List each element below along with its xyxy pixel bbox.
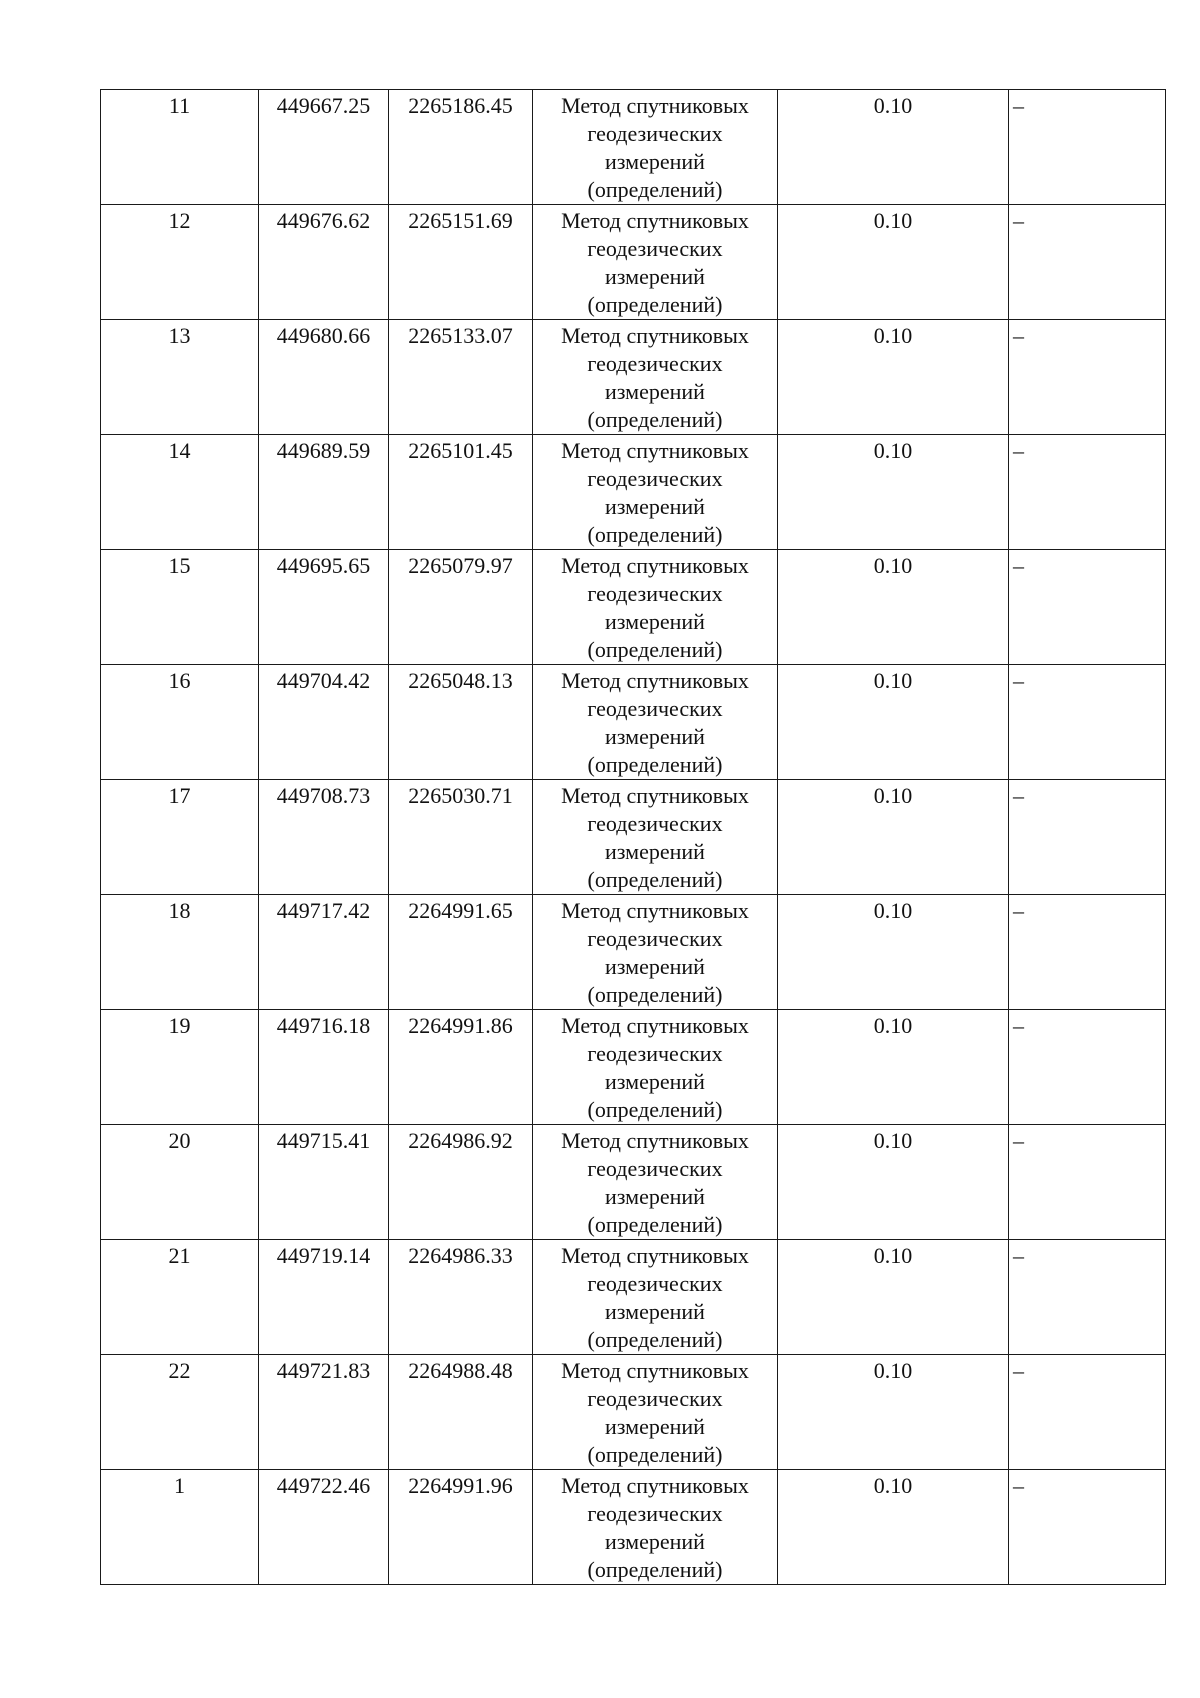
description-cell: – xyxy=(1009,1470,1166,1585)
point-number-cell: 22 xyxy=(101,1355,259,1470)
method-line: Метод спутниковых xyxy=(561,1013,749,1038)
method-line: Метод спутниковых xyxy=(561,1128,749,1153)
y-coordinate-cell: 2265048.13 xyxy=(389,665,533,780)
point-number-cell: 17 xyxy=(101,780,259,895)
description-cell: – xyxy=(1009,1010,1166,1125)
coordinates-table-body xyxy=(101,90,1166,1585)
x-coordinate-cell: 449689.59 xyxy=(259,435,389,550)
method-line: геодезических xyxy=(587,466,723,491)
method-line: Метод спутниковых xyxy=(561,898,749,923)
description-cell: – xyxy=(1009,90,1166,205)
description-cell: – xyxy=(1009,205,1166,320)
method-line: измерений xyxy=(605,724,705,749)
point-number-cell: 15 xyxy=(101,550,259,665)
accuracy-cell: 0.10 xyxy=(778,780,1009,895)
method-line: геодезических xyxy=(587,121,723,146)
table-row xyxy=(101,90,1166,205)
method-line: (определений) xyxy=(587,1097,723,1122)
x-coordinate-cell: 449722.46 xyxy=(259,1470,389,1585)
x-coordinate-cell: 449719.14 xyxy=(259,1240,389,1355)
method-line: измерений xyxy=(605,149,705,174)
method-cell xyxy=(533,1125,778,1240)
table-row xyxy=(101,435,1166,550)
method-line: измерений xyxy=(605,1184,705,1209)
point-number-cell: 11 xyxy=(101,90,259,205)
method-line: измерений xyxy=(605,1529,705,1554)
description-cell: – xyxy=(1009,895,1166,1010)
x-coordinate-cell: 449667.25 xyxy=(259,90,389,205)
method-line: Метод спутниковых xyxy=(561,1473,749,1498)
method-line: Метод спутниковых xyxy=(561,323,749,348)
method-line: (определений) xyxy=(587,867,723,892)
method-line: измерений xyxy=(605,494,705,519)
method-line: геодезических xyxy=(587,1156,723,1181)
method-line: геодезических xyxy=(587,1271,723,1296)
point-number-cell: 16 xyxy=(101,665,259,780)
y-coordinate-cell: 2265133.07 xyxy=(389,320,533,435)
description-cell: – xyxy=(1009,780,1166,895)
description-cell: – xyxy=(1009,1355,1166,1470)
method-line: Метод спутниковых xyxy=(561,668,749,693)
y-coordinate-cell: 2264986.92 xyxy=(389,1125,533,1240)
method-cell xyxy=(533,665,778,780)
method-cell xyxy=(533,895,778,1010)
y-coordinate-cell: 2264986.33 xyxy=(389,1240,533,1355)
accuracy-cell: 0.10 xyxy=(778,550,1009,665)
y-coordinate-cell: 2264991.86 xyxy=(389,1010,533,1125)
x-coordinate-cell: 449717.42 xyxy=(259,895,389,1010)
method-cell xyxy=(533,1470,778,1585)
method-cell xyxy=(533,780,778,895)
table-row xyxy=(101,550,1166,665)
point-number-cell: 21 xyxy=(101,1240,259,1355)
method-line: Метод спутниковых xyxy=(561,1243,749,1268)
description-cell: – xyxy=(1009,665,1166,780)
method-cell xyxy=(533,320,778,435)
table-row xyxy=(101,1125,1166,1240)
y-coordinate-cell: 2264991.65 xyxy=(389,895,533,1010)
accuracy-cell: 0.10 xyxy=(778,435,1009,550)
method-line: (определений) xyxy=(587,177,723,202)
method-line: Метод спутниковых xyxy=(561,783,749,808)
point-number-cell: 13 xyxy=(101,320,259,435)
method-line: Метод спутниковых xyxy=(561,93,749,118)
method-cell xyxy=(533,90,778,205)
method-line: Метод спутниковых xyxy=(561,553,749,578)
accuracy-cell: 0.10 xyxy=(778,665,1009,780)
method-line: (определений) xyxy=(587,982,723,1007)
description-cell: – xyxy=(1009,1125,1166,1240)
method-line: геодезических xyxy=(587,696,723,721)
accuracy-cell: 0.10 xyxy=(778,320,1009,435)
accuracy-cell: 0.10 xyxy=(778,1125,1009,1240)
method-line: (определений) xyxy=(587,292,723,317)
table-row xyxy=(101,320,1166,435)
coordinates-table xyxy=(100,89,1166,1585)
y-coordinate-cell: 2264988.48 xyxy=(389,1355,533,1470)
method-line: измерений xyxy=(605,1414,705,1439)
method-line: геодезических xyxy=(587,811,723,836)
method-line: (определений) xyxy=(587,522,723,547)
method-line: измерений xyxy=(605,839,705,864)
accuracy-cell: 0.10 xyxy=(778,90,1009,205)
method-cell xyxy=(533,1010,778,1125)
method-line: (определений) xyxy=(587,1442,723,1467)
method-line: измерений xyxy=(605,1069,705,1094)
y-coordinate-cell: 2265151.69 xyxy=(389,205,533,320)
method-line: геодезических xyxy=(587,581,723,606)
y-coordinate-cell: 2264991.96 xyxy=(389,1470,533,1585)
method-line: измерений xyxy=(605,1299,705,1324)
y-coordinate-cell: 2265186.45 xyxy=(389,90,533,205)
x-coordinate-cell: 449721.83 xyxy=(259,1355,389,1470)
table-row xyxy=(101,1355,1166,1470)
point-number-cell: 1 xyxy=(101,1470,259,1585)
table-row xyxy=(101,1010,1166,1125)
method-line: (определений) xyxy=(587,1327,723,1352)
point-number-cell: 12 xyxy=(101,205,259,320)
method-line: Метод спутниковых xyxy=(561,1358,749,1383)
table-row xyxy=(101,895,1166,1010)
method-line: геодезических xyxy=(587,926,723,951)
x-coordinate-cell: 449704.42 xyxy=(259,665,389,780)
method-line: геодезических xyxy=(587,236,723,261)
method-line: измерений xyxy=(605,954,705,979)
y-coordinate-cell: 2265030.71 xyxy=(389,780,533,895)
y-coordinate-cell: 2265079.97 xyxy=(389,550,533,665)
x-coordinate-cell: 449715.41 xyxy=(259,1125,389,1240)
method-line: Метод спутниковых xyxy=(561,208,749,233)
method-line: (определений) xyxy=(587,1557,723,1582)
method-line: (определений) xyxy=(587,407,723,432)
method-line: геодезических xyxy=(587,1041,723,1066)
accuracy-cell: 0.10 xyxy=(778,1355,1009,1470)
method-line: (определений) xyxy=(587,752,723,777)
method-line: геодезических xyxy=(587,1386,723,1411)
method-cell xyxy=(533,435,778,550)
description-cell: – xyxy=(1009,550,1166,665)
y-coordinate-cell: 2265101.45 xyxy=(389,435,533,550)
point-number-cell: 20 xyxy=(101,1125,259,1240)
table-row xyxy=(101,1470,1166,1585)
point-number-cell: 18 xyxy=(101,895,259,1010)
x-coordinate-cell: 449716.18 xyxy=(259,1010,389,1125)
x-coordinate-cell: 449695.65 xyxy=(259,550,389,665)
method-cell xyxy=(533,1240,778,1355)
table-row xyxy=(101,780,1166,895)
x-coordinate-cell: 449708.73 xyxy=(259,780,389,895)
accuracy-cell: 0.10 xyxy=(778,1010,1009,1125)
description-cell: – xyxy=(1009,435,1166,550)
description-cell: – xyxy=(1009,320,1166,435)
method-line: геодезических xyxy=(587,351,723,376)
table-row xyxy=(101,665,1166,780)
method-line: геодезических xyxy=(587,1501,723,1526)
accuracy-cell: 0.10 xyxy=(778,1240,1009,1355)
accuracy-cell: 0.10 xyxy=(778,1470,1009,1585)
method-line: измерений xyxy=(605,609,705,634)
table-row xyxy=(101,1240,1166,1355)
accuracy-cell: 0.10 xyxy=(778,895,1009,1010)
accuracy-cell: 0.10 xyxy=(778,205,1009,320)
description-cell: – xyxy=(1009,1240,1166,1355)
table-row xyxy=(101,205,1166,320)
method-line: измерений xyxy=(605,379,705,404)
method-line: (определений) xyxy=(587,637,723,662)
method-line: (определений) xyxy=(587,1212,723,1237)
method-cell xyxy=(533,550,778,665)
method-cell xyxy=(533,205,778,320)
point-number-cell: 19 xyxy=(101,1010,259,1125)
method-line: измерений xyxy=(605,264,705,289)
point-number-cell: 14 xyxy=(101,435,259,550)
method-line: Метод спутниковых xyxy=(561,438,749,463)
x-coordinate-cell: 449680.66 xyxy=(259,320,389,435)
method-cell xyxy=(533,1355,778,1470)
x-coordinate-cell: 449676.62 xyxy=(259,205,389,320)
